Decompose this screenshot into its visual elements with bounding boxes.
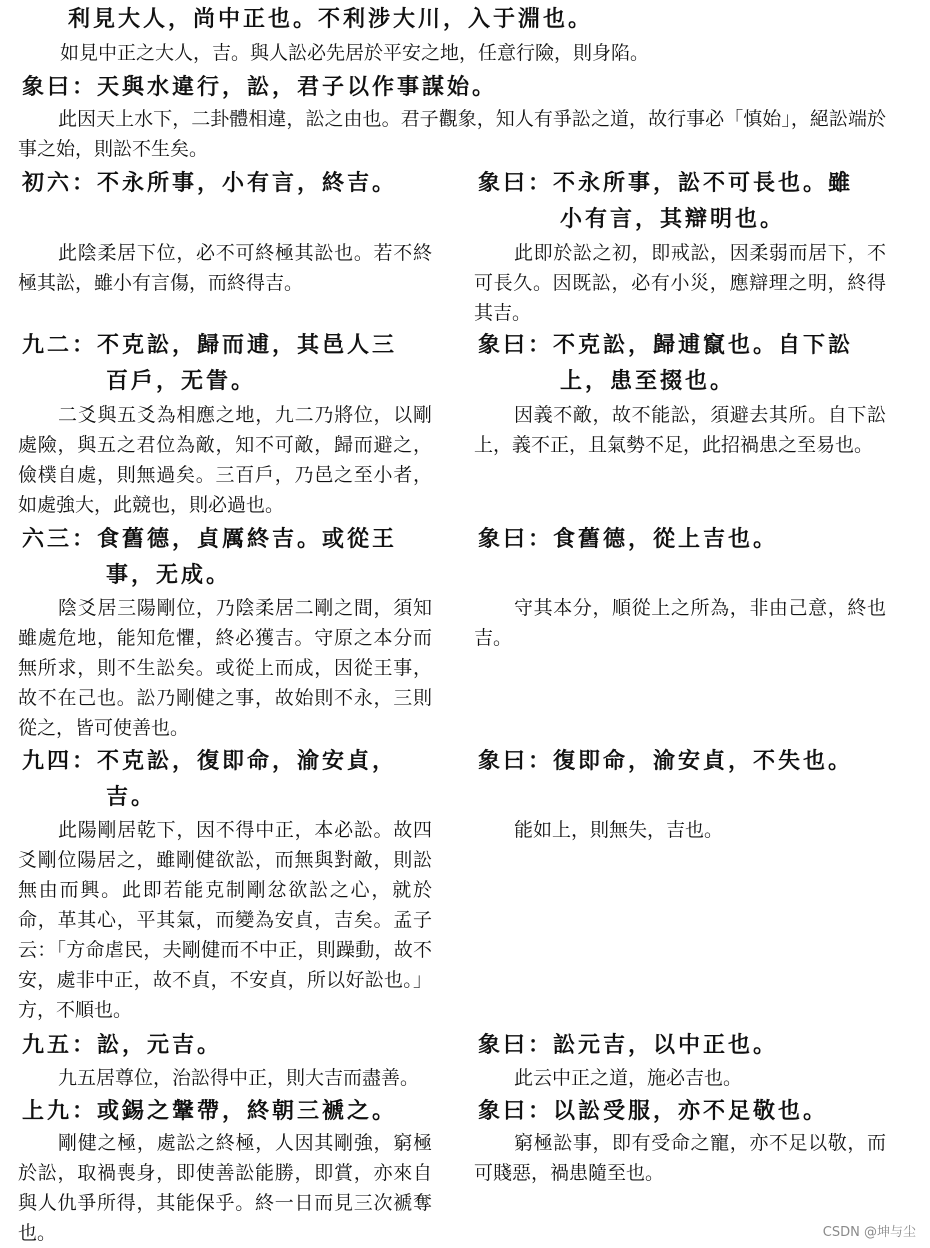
left-heading-jiu-er-1: 九二：不克訟，歸而逋，其邑人三 — [22, 332, 398, 358]
right-body-shang-jiu: 窮極訟事，即有受命之寵，亦不足以敬，而可賤惡，禍患隨至也。 — [474, 1132, 886, 1184]
right-body-jiu-si: 能如上，則無失，吉也。 — [514, 819, 724, 841]
line-li-jian-da-ren: 利見大人，尚中正也。不利涉大川，入于淵也。 — [68, 6, 594, 32]
left-heading-liu-san-1: 六三：食舊德，貞厲終吉。或從王 — [22, 526, 398, 552]
right-heading-jiu-er-1: 象曰：不克訟，歸逋竄也。自下訟 — [478, 332, 854, 358]
right-heading-jiu-er-2: 上，患至掇也。 — [560, 368, 736, 394]
left-heading-jiu-si-1: 九四：不克訟，復即命，渝安貞， — [22, 748, 398, 774]
right-body-jiu-wu: 此云中正之道，施必吉也。 — [514, 1067, 743, 1089]
left-body-jiu-si: 此陽剛居乾下，因不得中正，本必訟。故四爻剛位陽居之，雖剛健欲訟，而無與對敵，則訟無由而興。此即若能克制剛忿欲訟之心，就於命，革其心，平其氣，而變為安貞，吉矣。孟子云：「方命虐民，夫剛健而不中正，則躁動，故不安，處非中正，故不貞，不安貞，所以好訟也。」方，不順也。 — [18, 819, 432, 1021]
para-ci-yin-tian-shang: 此因天上水下，二卦體相違，訟之由也。君子觀象，知人有爭訟之道，故行事必「慎始」，絕訟端於事之始，則訟不生矣。 — [18, 108, 886, 160]
right-body-liu-san: 守其本分，順從上之所為，非由己意，終也吉。 — [474, 597, 886, 649]
right-body-chu-liu: 此即於訟之初，即戒訟，因柔弱而居下，不可長久。因既訟，必有小災，應辯理之明，終得其吉。 — [474, 242, 886, 324]
right-heading-liu-san: 象曰：食舊德，從上吉也。 — [478, 526, 779, 552]
left-heading-shang-jiu: 上九：或錫之鞶帶，終朝三褫之。 — [22, 1098, 398, 1124]
watermark: CSDN @坤与尘 — [822, 1225, 916, 1240]
right-heading-chu-liu-1: 象曰：不永所事，訟不可長也。雖 — [478, 170, 854, 196]
left-body-jiu-er: 二爻與五爻為相應之地，九二乃將位，以剛處險，與五之君位為敵，知不可敵，歸而避之，儉樸自處，則無過矣。三百戶，乃邑之至小者，如處強大，此競也，則必過也。 — [18, 404, 432, 516]
xiang-tian-yu-shui: 象曰：天與水違行，訟，君子以作事謀始。 — [22, 74, 498, 100]
right-heading-shang-jiu: 象曰：以訟受服，亦不足敬也。 — [478, 1098, 829, 1124]
left-body-jiu-wu: 九五居尊位，治訟得中正，則大吉而盡善。 — [58, 1067, 420, 1089]
left-heading-jiu-wu: 九五：訟，元吉。 — [22, 1032, 223, 1058]
para-ru-jian-zhong-zheng: 如見中正之大人，吉。與人訟必先居於平安之地，任意行險，則身陷。 — [60, 42, 650, 64]
left-heading-jiu-si-2: 吉。 — [106, 784, 157, 810]
left-heading-chu-liu: 初六：不永所事，小有言，終吉。 — [22, 170, 398, 196]
left-body-chu-liu: 此陰柔居下位，必不可終極其訟也。若不終極其訟，雖小有言傷，而終得吉。 — [18, 242, 432, 294]
right-heading-chu-liu-2: 小有言，其辯明也。 — [560, 206, 786, 232]
left-body-liu-san: 陰爻居三陽剛位，乃陰柔居二剛之間，須知雖處危地，能知危懼，終必獲吉。守原之本分而無所求，則不生訟矣。或從上而成，因從王事，故不在己也。訟乃剛健之事，故始則不永，三則從之，皆可使善也。 — [18, 597, 432, 739]
left-heading-jiu-er-2: 百戶，无眚。 — [106, 368, 257, 394]
right-heading-jiu-si: 象曰：復即命，渝安貞，不失也。 — [478, 748, 854, 774]
left-heading-liu-san-2: 事，无成。 — [106, 562, 232, 588]
right-body-jiu-er: 因義不敵，故不能訟，須避去其所。自下訟上，義不正，且氣勢不足，此招禍患之至易也。 — [474, 404, 886, 456]
left-body-shang-jiu: 剛健之極，處訟之終極，人因其剛強，窮極於訟，取禍喪身，即使善訟能勝，即賞，亦來自與人仇爭所得，其能保乎。終一日而見三次褫奪也。 — [18, 1132, 432, 1244]
right-heading-jiu-wu: 象曰：訟元吉，以中正也。 — [478, 1032, 779, 1058]
